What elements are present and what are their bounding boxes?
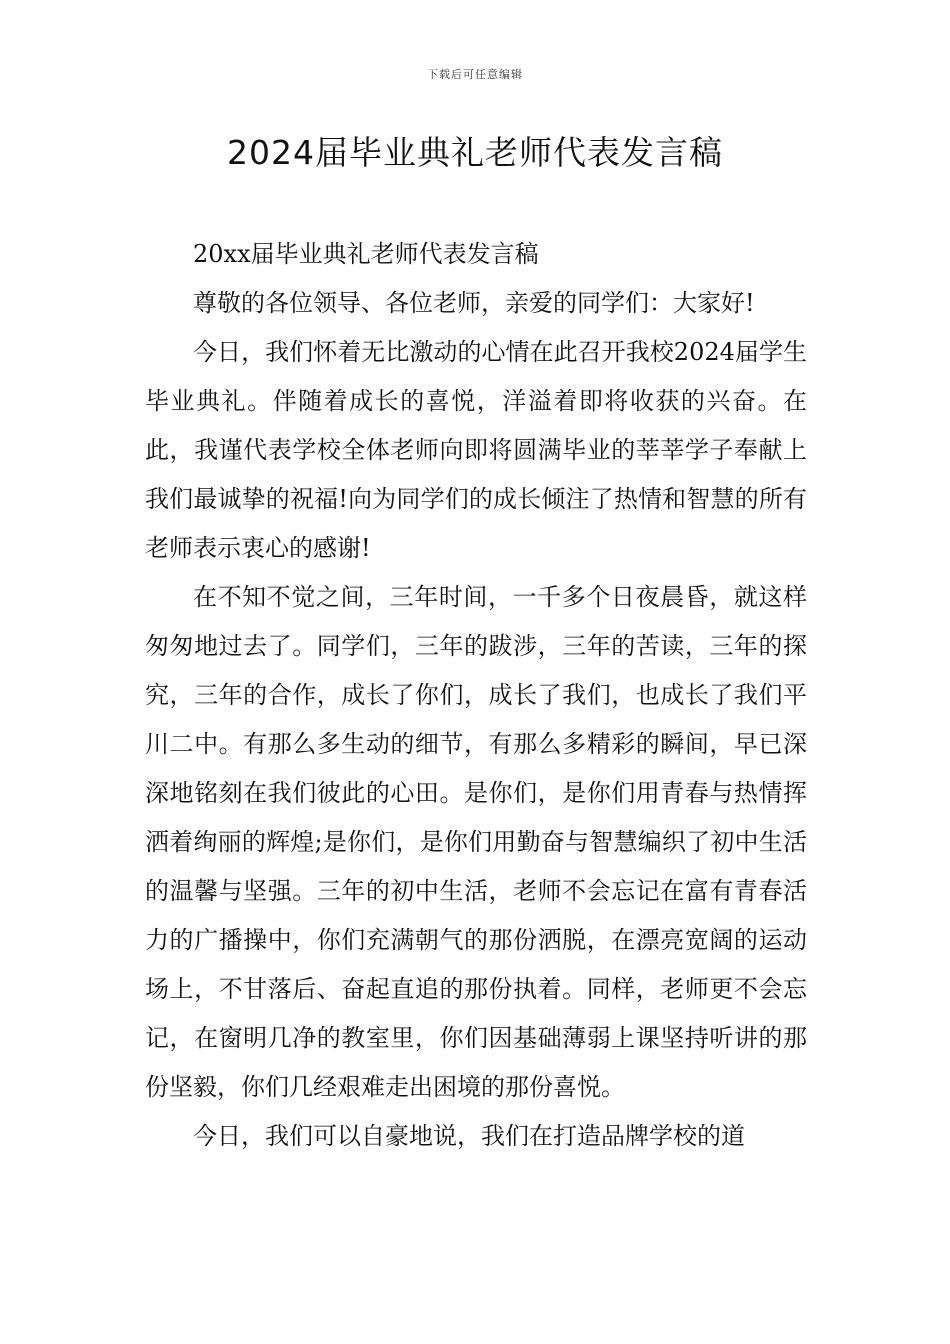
header-note: 下载后可任意编辑 bbox=[427, 68, 523, 81]
document-title: 2024届毕业典礼老师代表发言稿 bbox=[227, 133, 723, 172]
paragraph: 今日，我们可以自豪地说，我们在打造品牌学校的道 bbox=[193, 1122, 745, 1150]
document-body bbox=[145, 230, 807, 1161]
paragraph: 今日，我们怀着无比激动的心情在此召开我校2024届学生毕业典礼。伴随着成长的喜悦，洋溢着即将收获的兴奋。在此，我谨代表学校全体老师向即将圆满毕业的莘莘学子奉献上我们最诚挚的祝福!向为同学们的成长倾注了热情和智慧的所有老师表示衷心的感谢! bbox=[145, 338, 807, 562]
paragraph: 在不知不觉之间，三年时间，一千多个日夜晨昏，就这样匆匆地过去了。同学们，三年的跋涉，三年的苦读，三年的探究，三年的合作，成长了你们，成长了我们，也成长了我们平川二中。有那么多生动的细节，有那么多精彩的瞬间，早已深深地铭刻在我们彼此的心田。是你们，是你们用青春与热情挥洒着绚丽的辉煌;是你们，是你们用勤奋与智慧编织了初中生活的温馨与坚强。三年的初中生活，老师不会忘记在富有青春活力的广播操中，你们充满朝气的那份洒脱，在漂亮宽阔的运动场上，不甘落后、奋起直追的那份执着。同样，老师更不会忘记，在窗明几净的教室里，你们因基础薄弱上课坚持听讲的那份坚毅，你们几经艰难走出困境的那份喜悦。 bbox=[145, 583, 807, 1101]
paragraph-subtitle: 20xx届毕业典礼老师代表发言稿 bbox=[193, 240, 539, 268]
paragraph-greeting: 尊敬的各位领导、各位老师，亲爱的同学们：大家好! bbox=[193, 289, 755, 317]
